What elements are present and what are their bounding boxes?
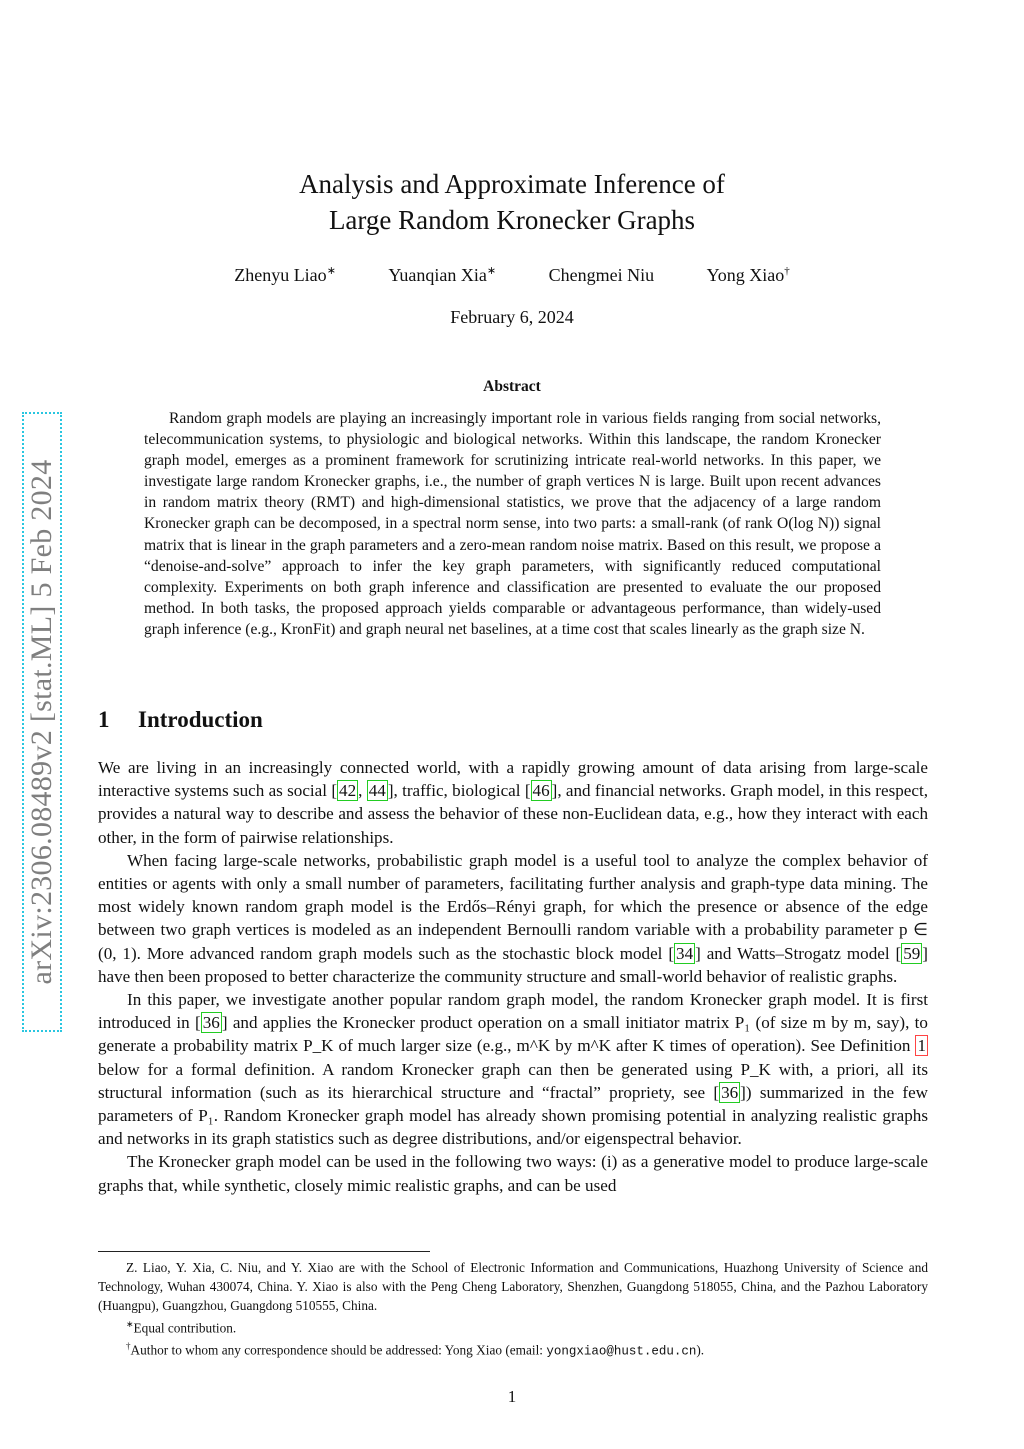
author-list	[0, 264, 1024, 286]
citation-link[interactable]: 36	[721, 1082, 739, 1102]
footnote-affiliation: Z. Liao, Y. Xia, C. Niu, and Y. Xiao are with the School of Electronic Information and Communications, Huazhong University of Science and Technology, Wuhan 430074, China. Y. Xiao is also with the Peng Cheng Laboratory, Shenzhen, Guangdong 518055, China, and the Pazhou Laboratory (Huangpu), Guangzhou, Guangdong 510555, China.	[98, 1260, 928, 1313]
footnote-equal-contribution: ∗Equal contribution.	[126, 1319, 237, 1336]
arxiv-id-text: arXiv:2306.08489v2 [stat.ML] 5 Feb 2024	[25, 459, 58, 985]
citation-link[interactable]: 46	[532, 781, 550, 801]
author: Yong Xiao†	[706, 265, 790, 285]
title-line-1: Analysis and Approximate Inference of	[299, 169, 725, 199]
paragraph: We are living in an increasingly connected world, with a rapidly growing amount of data arising from large-scale interactive systems such as social [ 42 , 44 ], traffic, biological [ 46 ], and financial networks. Graph model, in this respect, provides a natural way to describe and assess the behavior of these non-Euclidean data, e.g., how they interact with each other, in the form of pairwise relationships.	[98, 758, 928, 847]
footnotes	[98, 1258, 928, 1362]
arxiv-identifier-stamp[interactable]	[22, 412, 62, 1032]
page-number: 1	[507, 1387, 517, 1406]
footnote-correspondence: †Author to whom any correspondence should be addressed: Yong Xiao (email: yongxiao@hust.edu.cn).	[126, 1341, 705, 1359]
paragraph: The Kronecker graph model can be used in the following two ways: (i) as a generative model to produce large-scale graphs that, while synthetic, closely mimic realistic graphs, and can be used	[98, 1152, 928, 1195]
author: Zhenyu Liao∗	[234, 265, 336, 285]
citation-link[interactable]: 44	[368, 781, 386, 801]
paragraph: When facing large-scale networks, probabilistic graph model is a useful tool to analyze the complex behavior of entities or agents with only a small number of parameters, facilitating further analysis and graph-type data mining. The most widely known random graph model is the Erdős–Rényi graph, for which the presence or absence of the edge between two graph vertices is modeled as an independent Bernoulli random variable with a probability parameter p ∈ (0, 1). More advanced random graph models such as the stochastic block model [ 34 ] and Watts–Strogatz model [ 59 ] have then been proposed to better characterize the community structure and small-world behavior of realistic graphs.	[98, 850, 928, 986]
citation-link[interactable]: 36	[202, 1013, 220, 1033]
section-heading	[98, 707, 263, 733]
abstract-text: Random graph models are playing an increasingly important role in various fields ranging from social networks, telecommunication systems, to physiologic and biological networks. Within this landscape, the random Kronecker graph model, emerges as a prominent framework for scrutinizing intricate real-world networks. In this paper, we investigate large random Kronecker graphs, i.e., the number of graph vertices N is large. Built upon recent advances in random matrix theory (RMT) and high-dimensional statistics, we prove that the adjacency of a large random Kronecker graph can be decomposed, in a spectral norm sense, into two parts: a small-rank (of rank O(log N)) signal matrix that is linear in the graph parameters and a zero-mean random noise matrix. Based on this result, we propose a “denoise-and-solve” approach to infer the key graph parameters, with significantly reduced computational complexity. Experiments on both graph inference and classification are presented to evaluate the our proposed method. In both tasks, the proposed approach yields comparable or advantageous performance, than widely-used graph inference (e.g., KronFit) and graph neural net baselines, at a time cost that scales linearly as the graph size N.	[144, 410, 881, 638]
footnote-rule	[98, 1251, 430, 1252]
body-text	[98, 756, 928, 1197]
author: Chengmei Niu	[548, 265, 655, 285]
citation-link[interactable]: 42	[339, 781, 357, 801]
citation-link[interactable]: 59	[903, 943, 921, 963]
section-number: 1	[98, 707, 110, 732]
author: Yuanqian Xia∗	[388, 265, 497, 285]
title-line-2: Large Random Kronecker Graphs	[328, 205, 696, 235]
email-link[interactable]: yongxiao@hust.edu.cn	[546, 1344, 697, 1359]
section-title: Introduction	[138, 707, 263, 732]
abstract-heading: Abstract	[483, 378, 541, 395]
citation-link[interactable]: 34	[676, 943, 694, 963]
definition-link[interactable]: 1	[917, 1036, 926, 1056]
paper-title	[0, 166, 1024, 238]
publication-date: February 6, 2024	[450, 307, 574, 327]
paragraph: In this paper, we investigate another popular random graph model, the random Kronecker graph model. It is first introduced in [ 36 ] and applies the Kronecker product operation on a small initiator matrix P₁ (of size m by m, say), to generate a probability matrix P_K of much larger size (e.g., m^K by m^K after K times of operation). See Definition 1 below for a formal definition. A random Kronecker graph can then be generated using P_K with, a priori, all its structural information (such as its hierarchical structure and “fractal” propriety, see [ 36 ]) summarized in the few parameters of P₁. Random Kronecker graph model has already shown promising potential in analyzing realistic graphs and networks in its graph statistics such as degree distributions, and/or eigenspectral behavior.	[98, 990, 929, 1149]
